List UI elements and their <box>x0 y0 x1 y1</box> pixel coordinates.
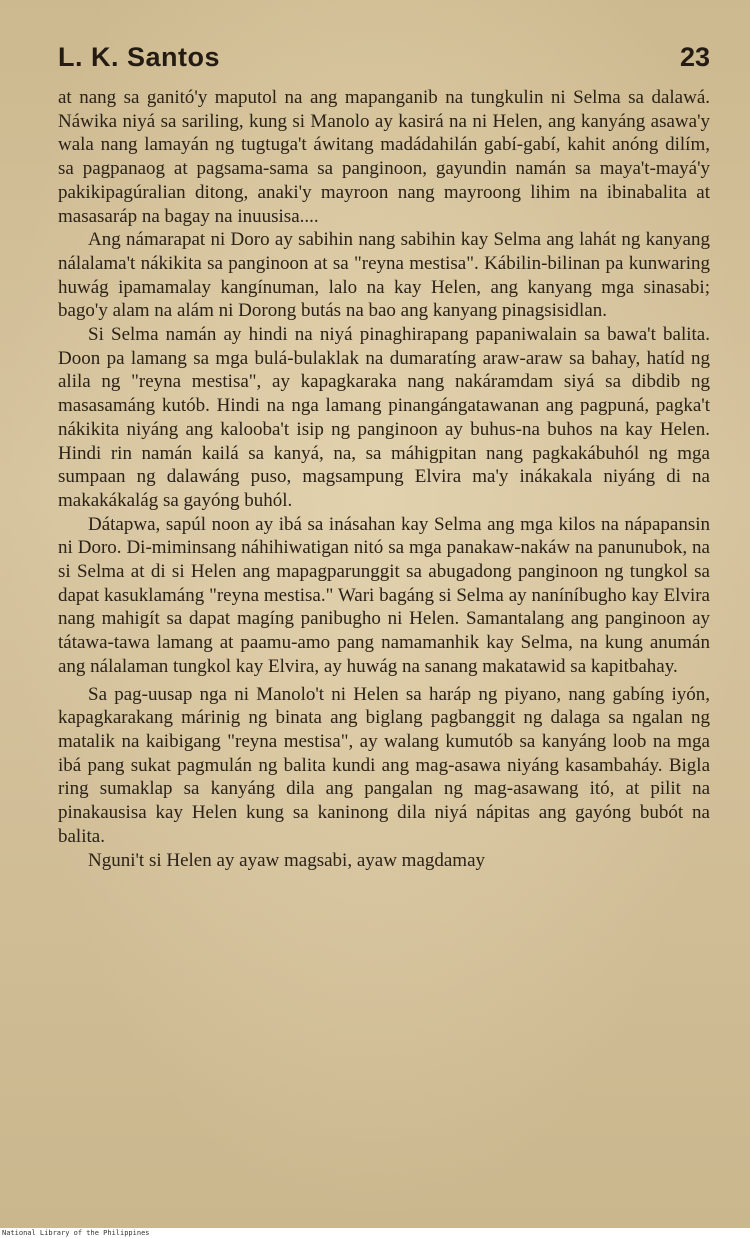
running-head: L. K. Santos <box>58 42 221 72</box>
paragraph-1: at nang sa ganitó'y maputol na ang mapanganib na tungkulin ni Selma sa dalawá. Náwika niyá sa sariling, kung si Manolo ay kasirá na ni Helen, ang kanyáng asawa'y wala nang lamayán ng tugtuga't áwitang madádahilán gabí-gabí, kahit anóng dilím, sa pagpanaog at pagsama-sama sa panginoon, gayundin namán sa maya't-mayá'y pakikipagúralian ditong, anaki'y mayroon nang mayroong lihim na ibinabalita at masasaráp na bagay na inuusisa.... <box>58 87 710 227</box>
page-number: 23 <box>679 42 710 72</box>
paragraph-4: Dátapwa, sapúl noon ay ibá sa inásahan kay Selma ang mga kilos na nápapansin ni Doro. Di-miminsang náhihiwatigan nitó sa mga panakaw-nakáw na panunubok, na si Selma at di si Helen ang mapagparunggit sa abugadong panginoon ng tungkol sa dapat kasuklamáng "reyna mestisa." Wari bagáng si Selma ay naníníbugho kay Elvira nang mahigít sa dapat magíng panibugho ni Helen. Samantalang ang panginoon ay tátawa-tawa lamang at paamu-amo pang namamanhik kay Selma, na kung anumán ang nálalaman tungkol kay Elvira, ay huwág na sanang makatawid sa kapitbahay. <box>58 513 710 677</box>
paragraph-6: Nguni't si Helen ay ayaw magsabi, ayaw magdamay <box>88 849 486 871</box>
body-text <box>58 86 710 872</box>
paragraph-3: Si Selma namán ay hindi na niyá pinaghirapang papaniwalain sa bawa't balita. Doon pa lamang sa mga bulá-bulaklak na dumaratíng araw-araw sa bahay, hatíd ng alila ng "reyna mestisa", ay kapagkaraka nang nakáramdam siyá sa dibdib ng masasamáng kutób. Hindi na nga lamang pinangángatawanan ang pagpuná, pagka't nákikita niyáng ang kalooba't isip ng panginoon ay buhus-na buhos na kay Helen. Hindi rin namán kailá sa kanyá, na, sa máhigpitan nang pagkakábuhól ng mga sumpaan ng dalawáng puso, magsampung Elvira ma'y inákakala niyáng di na makakákalág sa gayóng buhól. <box>58 324 710 511</box>
page-header <box>58 42 710 82</box>
paragraph-5: Sa pag-uusap nga ni Manolo't ni Helen sa haráp ng piyano, nang gabíng iyón, kapagkarakang márinig ng binata ang biglang pagbanggit ng dalaga sa ngalan ng matalik na kaibigang "reyna mestisa", ay walang kumutób sa kanyáng loob na mga ibá pang sukat pagmulán ng balita kundi ang mag-asawa niyáng kasambaháy. Bigla ring sumaklap sa kanyáng dila ang pangalan ng mag-asawang itó, at pilit na pinakausisa kay Helen kung sa kaninong dila niyá nápitas ang gayóng bubót na balita. <box>58 683 710 847</box>
library-credit: National Library of the Philippines <box>2 1229 150 1237</box>
paragraph-2: Ang námarapat ni Doro ay sabihin nang sabihin kay Selma ang lahát ng kanyang nálalama't nákikita sa panginoon at sa "reyna mestisa". Kábilin-bilinan pa kunwaring huwág ipamamalay kangínuman, lalo na kay Helen, ang kanyang mga sinasabi; bago'y alam na alám ni Dorong butás na bao ang kanyang pinagsisidlan. <box>58 229 710 322</box>
